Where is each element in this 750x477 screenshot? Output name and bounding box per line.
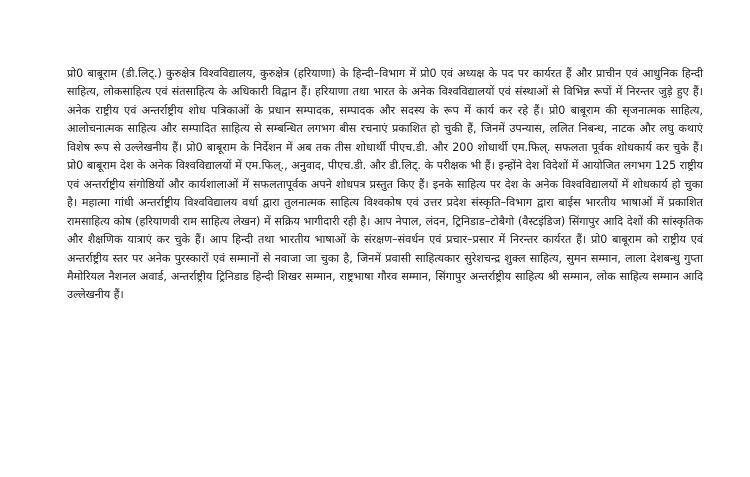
biography-paragraph: प्रो0 बाबूराम (डी.लिट्.) कुरुक्षेत्र विश्वविद्यालय, कुरुक्षेत्र (हरियाणा) के हिन्दी–विभाग में प्रो0 एवं अध्यक्ष के पद पर कार्यरत हैं और प्राचीन एवं आधुनिक हिन्दी साहित्य, लोकसाहित्य एवं संतसाहित्य के अधिकारी विद्वान हैं। हरियाणा तथा भारत के अनेक विश्वविद्यालयों एवं संस्थाओं से विभिन्न रूपों में निरन्तर जुड़े हुए हैं। अनेक राष्ट्रीय एवं अन्तर्राष्ट्रीय शोध पत्रिकाओं के प्रधान सम्पादक, सम्पादक और सदस्य के रूप में कार्य कर रहे हैं। प्रो0 बाबूराम की सृजनात्मक साहित्य, आलोचनात्मक साहित्य और सम्पादित साहित्य से सम्बन्धित लगभग बीस रचनाएं प्रकाशित हो चुकी हैं, जिनमें उपन्यास, ललित निबन्ध, नाटक और लघु कथाएं विशेष रूप से उल्लेखनीय हैं। प्रो0 बाबूराम के निर्देशन में अब तक तीस शोधार्थी पीएच.डी. और 200 शोधार्थी एम.फिल्. सफलता पूर्वक शोधकार्य कर चुके हैं। प्रो0 बाबूराम देश के अनेक विश्वविद्यालयों में एम.फिल्., अनुवाद, पीएच.डी. और डी.लिट्. के परीक्षक भी हैं। इन्होंने देश विदेशों में आयोजित लगभग 125 राष्ट्रीय एवं अन्तर्राष्ट्रीय संगोष्ठियों और कार्यशालाओं में सफलतापूर्वक अपने शोधपत्र प्रस्तुत किए हैं। इनके साहित्य पर देश के अनेक विश्वविद्यालयों में शोधकार्य हो चुका है। महात्मा गांधी अन्तर्राष्ट्रीय विश्वविद्यालय वर्धा द्वारा तुलनात्मक साहित्य विश्वकोष एवं उत्तर प्रदेश संस्कृति–विभाग द्वारा बाईस भारतीय भाषाओं में प्रकाशित रामसाहित्य कोष (हरियाणवी राम साहित्य लेखन) में सक्रिय भागीदारी रही है। आप नेपाल, लंदन, ट्रिनिडाड–टोबैगो (वैस्टइंडिज) सिंगापुर आदि देशों की सांस्कृतिक और शैक्षणिक यात्राएं कर चुके हैं। आप हिन्दी तथा भारतीय भाषाओं के संरक्षण–संवर्धन एवं प्रचार–प्रसार में निरन्तर कार्यरत हैं। प्रो0 बाबूराम को राष्ट्रीय एवं अन्तर्राष्ट्रीय स्तर पर अनेक पुरस्कारों एवं सम्मानों से नवाजा जा चुका है, जिनमें प्रवासी साहित्यकार सुरेशचन्द्र शुक्ल साहित्य, सुमन सम्मान, लाला देशबन्धु गुप्ता मैमोरियल नैशनल अवार्ड, अन्तर्राष्ट्रीय ट्रिनिडाड हिन्दी शिखर सम्मान, राष्ट्रभाषा गौरव सम्मान, सिंगापुर अन्तर्राष्ट्रीय साहित्य श्री सम्मान, लोक साहित्य सम्मान आदि उल्लेखनीय हैं।	[67, 67, 703, 302]
